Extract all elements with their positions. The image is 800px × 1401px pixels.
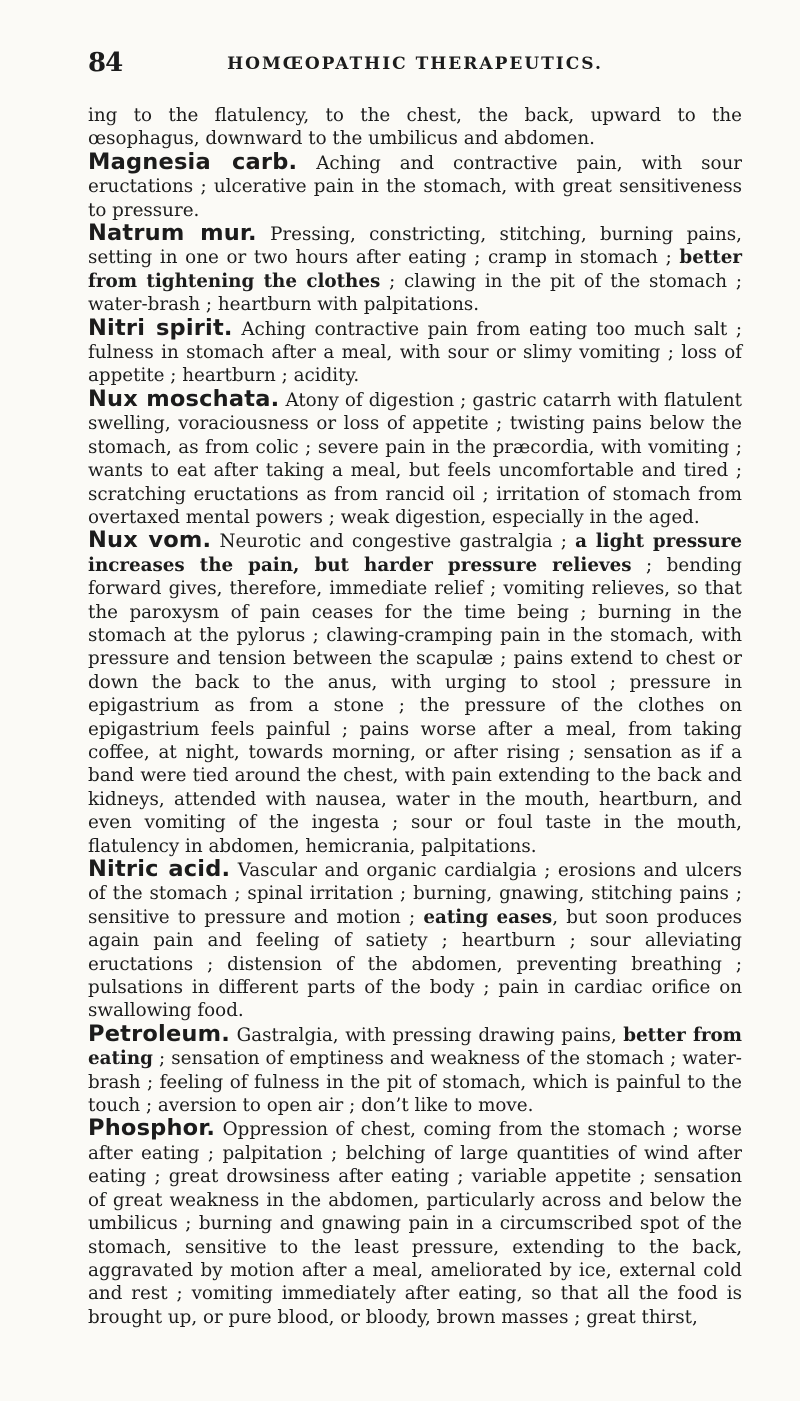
remedy-name: Petroleum. bbox=[88, 1020, 231, 1047]
remedy-paragraph bbox=[88, 385, 743, 529]
emphasized-text: better from tightening the clothes bbox=[88, 247, 742, 292]
symptom-text: Aching and contractive pain, with sour eructations ; ulcerative pain in the stomach, with great sensitiveness to pressure. bbox=[88, 152, 742, 221]
remedy-name: Nitri spirit. bbox=[88, 314, 233, 341]
remedy-paragraph bbox=[88, 858, 742, 1023]
remedy-name: Nux moschata. bbox=[88, 385, 280, 412]
page-header bbox=[88, 48, 742, 78]
body-text bbox=[88, 104, 742, 1329]
remedy-paragraph bbox=[88, 148, 742, 222]
symptom-text: Gastralgia, with pressing drawing pains, bbox=[236, 1024, 624, 1046]
emphasized-text: eases bbox=[496, 906, 553, 928]
symptom-text: Vascular and organic cardialgia ; erosions and ulcers of the stomach ; spinal irritation ; burning, gnawing, stitching pains ; sensitive to pressure and motion ; bbox=[88, 860, 742, 928]
emphasized-text: a light pressure increases the pain, but harder pressure relieves bbox=[88, 531, 743, 576]
symptom-text: Neurotic and congestive gastralgia ; bbox=[219, 531, 576, 553]
remedy-paragraph bbox=[88, 529, 742, 858]
remedy-name: Nitric acid. bbox=[88, 856, 231, 882]
remedy-name: Phosphor. bbox=[88, 1115, 216, 1142]
symptom-text: ing to the flatulency, to the chest, the back, upward to the œsophagus, downward to the umbilicus and abdomen. bbox=[88, 105, 742, 150]
emphasized-text: eating bbox=[423, 906, 489, 928]
emphasized-text: better from eating bbox=[88, 1024, 742, 1070]
symptom-text: , but soon produces again pain and feeling of satiety ; heartburn ; sour alleviating eructations ; distension of the abdomen, preventing breathing ; pulsations in different parts of the body ; pain in cardiac orifice on swallowing food. bbox=[88, 906, 743, 1022]
remedy-name: Natrum mur. bbox=[88, 220, 257, 247]
symptom-text: Pressing, constricting, stitching, burning pains, setting in one or two hours after eating ; cramp in stomach ; bbox=[88, 224, 742, 269]
remedy-name: Magnesia carb. bbox=[88, 148, 298, 175]
symptom-text: Aching contractive pain from eating too much salt ; fulness in stomach after a meal, with sour or slimy vomiting ; loss of appetite ; heartburn ; acidity. bbox=[88, 318, 742, 387]
remedy-paragraph bbox=[88, 222, 742, 317]
running-title: HOMŒOPATHIC THERAPEUTICS. bbox=[227, 54, 603, 74]
remedy-paragraph bbox=[88, 104, 742, 151]
symptom-text bbox=[488, 907, 496, 928]
page-number: 84 bbox=[88, 48, 123, 78]
symptom-text: ; sensation of emptiness and weakness of the stomach ; water-brash ; feeling of fulness in the pit of stomach, which is painful to the touch ; aversion to open air ; don’t like to move. bbox=[88, 1048, 742, 1117]
remedy-paragraph bbox=[88, 1117, 742, 1329]
symptom-text: ; bending forward gives, therefore, immediate relief ; vomiting relieves, so that the paroxysm of pain ceases for the time being ; burning in the stomach at the pylorus ; clawing-cramping pain in the stomach, with pressure and tension between the scapulæ ; pains extend to chest or down the back to the anus, with urging to stool ; pressure in epigastrium as from a stone ; the pressure of the clothes on epigastrium feels painful ; pains worse after a meal, from taking coffee, at night, towards morning, or after rising ; sensation as if a band were tied around the chest, with pain extending to the back and kidneys, attended with nausea, water in the mouth, heartburn, and even vomiting of the ingesta ; sour or foul taste in the mouth, flatulency in abdomen, hemicrania, palpitations. bbox=[88, 554, 742, 857]
remedy-paragraph bbox=[88, 314, 742, 388]
remedy-paragraph bbox=[88, 1020, 742, 1118]
symptom-text: Atony of digestion ; gastric catarrh with flatulent swelling, voraciousness or loss of appetite ; twisting pains below the stomach, as from colic ; severe pain in the præcordia, with vomiting ; wants to eat after taking a meal, but feels uncomfortable and tired ; scratching eructations as from rancid oil ; irritation of stomach from overtaxed mental powers ; weak digestion, especially in the aged. bbox=[88, 389, 743, 528]
remedy-name: Nux vom. bbox=[88, 527, 212, 554]
symptom-text: ; clawing in the pit of the stomach ; water-brash ; heartburn with palpitations. bbox=[88, 270, 742, 316]
symptom-text: Oppression of chest, coming from the stomach ; worse after eating ; palpitation ; belching of large quantities of wind after eating ; great drowsiness after eating ; variable appetite ; sensation of great weakness in the abdomen, particularly across and below the umbilicus ; burning and gnawing pain in a circumscribed spot of the stomach, sensitive to the least pressure, extending to the back, aggravated by motion after a meal, ameliorated by ice, external cold and rest ; vomiting immediately after eating, so that all the food is brought up, or pure blood, or bloody, brown masses ; great thirst, bbox=[88, 1119, 742, 1328]
